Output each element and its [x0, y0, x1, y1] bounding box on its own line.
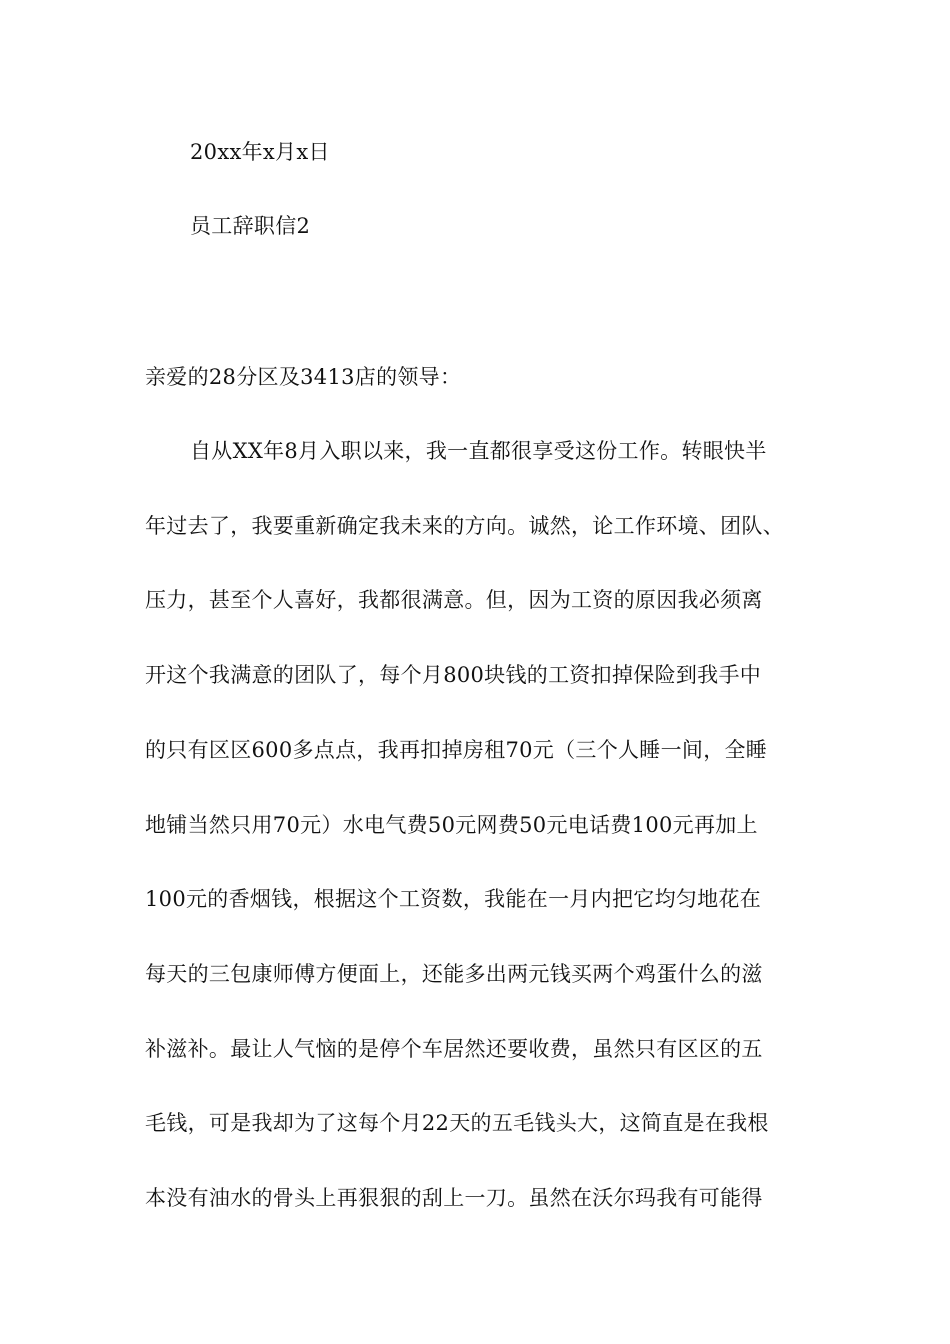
body-line: 开这个我满意的团队了，每个月800块钱的工资扣掉保险到我手中 [145, 663, 762, 687]
body-line: 毛钱，可是我却为了这每个月22天的五毛钱头大，这简直是在我根 [145, 1111, 769, 1135]
body-line: 自从XX年8月入职以来，我一直都很享受这份工作。转眼快半 [190, 439, 767, 463]
body-line: 100元的香烟钱，根据这个工资数，我能在一月内把它均匀地花在 [145, 887, 762, 911]
body-line: 本没有油水的骨头上再狠狠的刮上一刀。虽然在沃尔玛我有可能得 [145, 1186, 763, 1210]
letter-date: 20xx年x月x日 [190, 140, 330, 164]
letter-salutation: 亲爱的28分区及3413店的领导： [145, 365, 462, 389]
body-line: 压力，甚至个人喜好，我都很满意。但，因为工资的原因我必须离 [145, 588, 763, 612]
body-line: 年过去了，我要重新确定我未来的方向。诚然，论工作环境、团队、 [145, 514, 784, 538]
body-line: 每天的三包康师傅方便面上，还能多出两元钱买两个鸡蛋什么的滋 [145, 962, 763, 986]
letter-heading: 员工辞职信2 [190, 214, 311, 238]
body-line: 的只有区区600多点点，我再扣掉房租70元（三个人睡一间，全睡 [145, 738, 768, 762]
body-line: 地铺当然只用70元）水电气费50元网费50元电话费100元再加上 [145, 813, 758, 837]
body-line: 补滋补。最让人气恼的是停个车居然还要收费，虽然只有区区的五 [145, 1037, 763, 1061]
